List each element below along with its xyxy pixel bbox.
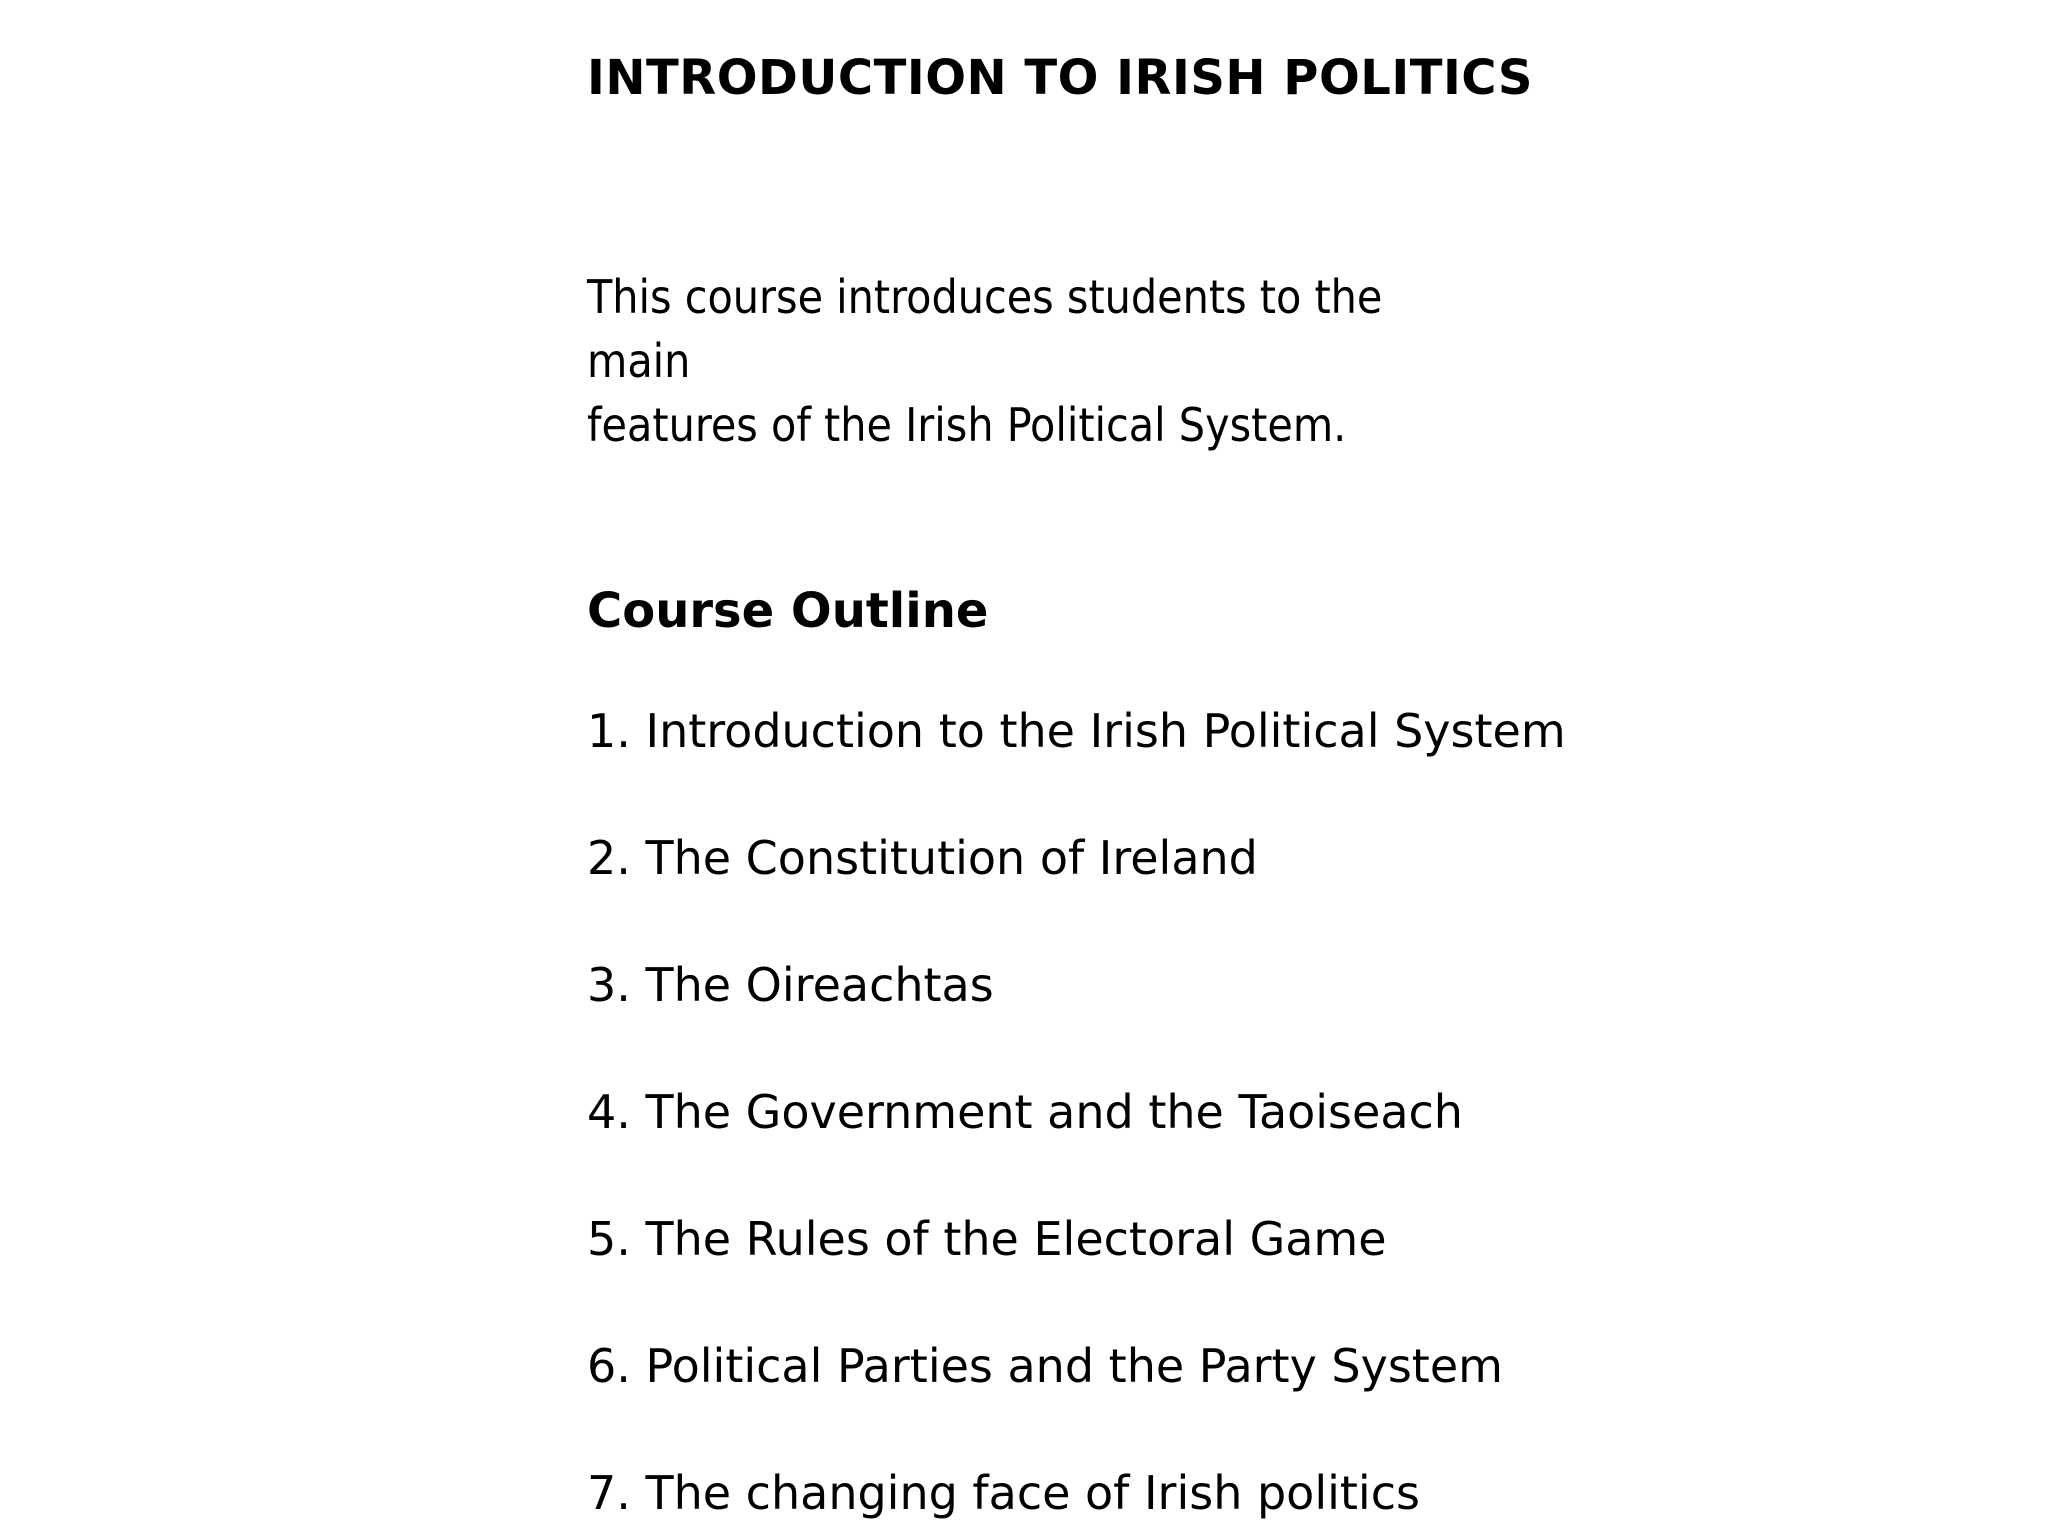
course-outline-heading: Course Outline [587,583,989,639]
outline-item: 6. Political Parties and the Party System [587,1339,1503,1393]
course-outline-list [587,699,1566,1525]
course-description-line-1: This course introduces students to the main [587,270,1383,388]
outline-item: 1. Introduction to the Irish Political System [587,704,1566,758]
document-content [587,40,1566,1525]
outline-item: 4. The Government and the Taoiseach [587,1085,1463,1139]
outline-item: 3. The Oireachtas [587,958,994,1012]
course-description-line-2: features of the Irish Political System. [587,398,1347,452]
outline-item: 2. The Constitution of Ireland [587,831,1258,885]
outline-item: 7. The changing face of Irish politics [587,1466,1420,1520]
page-title: INTRODUCTION TO IRISH POLITICS [587,50,1533,106]
course-description [587,265,1487,457]
outline-item: 5. The Rules of the Electoral Game [587,1212,1387,1266]
